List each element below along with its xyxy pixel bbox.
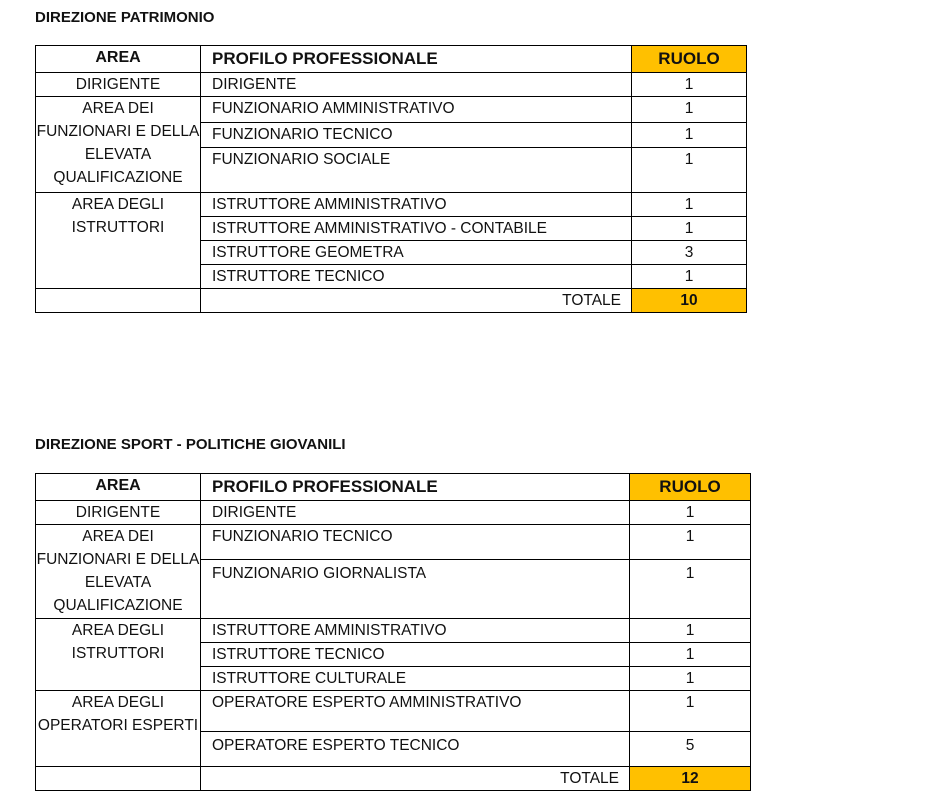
area-cell: AREA DEI FUNZIONARI E DELLA ELEVATA QUALIFICAZIONE [36, 525, 201, 619]
role-value: 1 [630, 560, 751, 619]
empty-cell [36, 289, 201, 313]
role-value: 1 [632, 73, 747, 97]
profile-cell: ISTRUTTORE TECNICO [201, 265, 632, 289]
profile-cell: ISTRUTTORE AMMINISTRATIVO - CONTABILE [201, 217, 632, 241]
header-area: AREA [36, 46, 201, 73]
role-value: 1 [632, 217, 747, 241]
role-value: 1 [632, 97, 747, 123]
section-title-sport: DIREZIONE SPORT - POLITICHE GIOVANILI [35, 436, 346, 453]
profile-cell: ISTRUTTORE CULTURALE [201, 667, 630, 691]
table-row [36, 619, 751, 643]
profile-cell: FUNZIONARIO TECNICO [201, 123, 632, 148]
area-cell: DIRIGENTE [36, 73, 201, 97]
area-cell: AREA DEGLI ISTRUTTORI [36, 193, 201, 289]
role-value: 1 [630, 525, 751, 560]
table-sport [35, 473, 751, 791]
total-row [36, 767, 751, 791]
table-row [36, 193, 747, 217]
table-row [36, 73, 747, 97]
table-row [36, 501, 751, 525]
profile-cell: FUNZIONARIO SOCIALE [201, 148, 632, 193]
area-cell: AREA DEGLI OPERATORI ESPERTI [36, 691, 201, 767]
role-value: 1 [630, 619, 751, 643]
total-label: TOTALE [201, 289, 632, 313]
profile-cell: FUNZIONARIO GIORNALISTA [201, 560, 630, 619]
header-role: RUOLO [630, 474, 751, 501]
profile-cell: ISTRUTTORE AMMINISTRATIVO [201, 193, 632, 217]
total-row [36, 289, 747, 313]
total-value: 10 [632, 289, 747, 313]
profile-cell: FUNZIONARIO TECNICO [201, 525, 630, 560]
role-value: 1 [632, 193, 747, 217]
profile-cell: FUNZIONARIO AMMINISTRATIVO [201, 97, 632, 123]
profile-cell: OPERATORE ESPERTO TECNICO [201, 732, 630, 767]
header-area: AREA [36, 474, 201, 501]
role-value: 1 [630, 643, 751, 667]
role-value: 1 [630, 667, 751, 691]
role-value: 3 [632, 241, 747, 265]
role-value: 1 [632, 148, 747, 193]
table-row [36, 691, 751, 732]
role-value: 1 [630, 691, 751, 732]
profile-cell: ISTRUTTORE AMMINISTRATIVO [201, 619, 630, 643]
empty-cell [36, 767, 201, 791]
profile-cell: ISTRUTTORE GEOMETRA [201, 241, 632, 265]
header-profile: PROFILO PROFESSIONALE [201, 46, 632, 73]
section-title-patrimonio: DIREZIONE PATRIMONIO [35, 9, 215, 26]
area-cell: DIRIGENTE [36, 501, 201, 525]
total-value: 12 [630, 767, 751, 791]
profile-cell: DIRIGENTE [201, 73, 632, 97]
header-profile: PROFILO PROFESSIONALE [201, 474, 630, 501]
table-row [36, 525, 751, 560]
total-label: TOTALE [201, 767, 630, 791]
profile-cell: OPERATORE ESPERTO AMMINISTRATIVO [201, 691, 630, 732]
role-value: 1 [630, 501, 751, 525]
table-row [36, 97, 747, 123]
role-value: 5 [630, 732, 751, 767]
table-patrimonio [35, 45, 747, 313]
profile-cell: ISTRUTTORE TECNICO [201, 643, 630, 667]
area-cell: AREA DEI FUNZIONARI E DELLA ELEVATA QUALIFICAZIONE [36, 97, 201, 193]
profile-cell: DIRIGENTE [201, 501, 630, 525]
area-cell: AREA DEGLI ISTRUTTORI [36, 619, 201, 691]
header-role: RUOLO [632, 46, 747, 73]
role-value: 1 [632, 123, 747, 148]
role-value: 1 [632, 265, 747, 289]
